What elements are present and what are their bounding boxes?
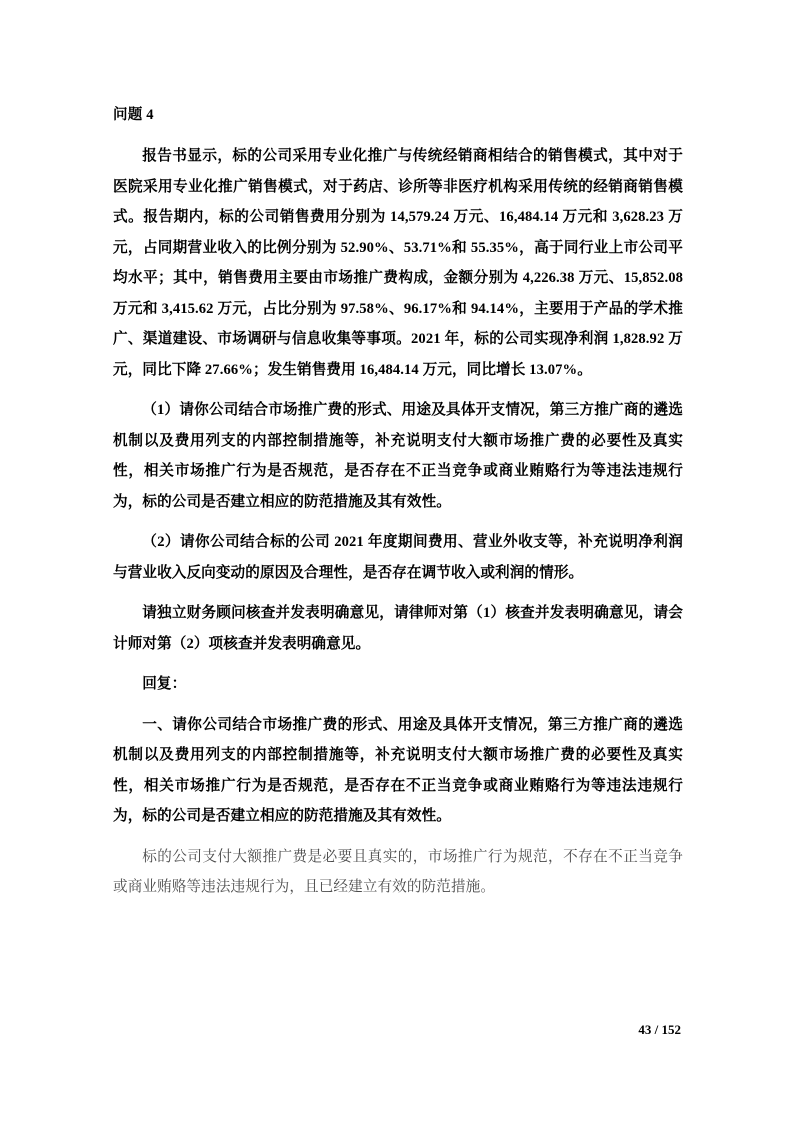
paragraph: 报告书显示，标的公司采用专业化推广与传统经销商相结合的销售模式，其中对于医院采用专业化推广销售模式，对于药店、诊所等非医疗机构采用传统的经销商销售模式。报告期内，标的公司销售费用分别为 14,579.24 万元、16,484.14 万元和 3,628.23 万元，占同期营业收入的比例分别为 52.90%、53.71%和 55.35%，高于同行业上市公司平均水平；其中，销售费用主要由市场推广费构成，金额分别为 4,226.38 万元、15,852.08 万元和 3,415.62 万元，占比分别为 97.58%、96.17%和 94.14%，主要用于产品的学术推广、渠道建设、市场调研与信息收集等事项。2021 年，标的公司实现净利润 1,828.92 万元，同比下降 27.66%；发生销售费用 16,484.14 万元，同比增长 13.07%。 <box>113 148 683 378</box>
document-body <box>113 104 683 905</box>
section-heading: 问题 4 <box>113 107 154 123</box>
paragraph: （2）请你公司结合标的公司 2021 年度期间费用、营业外收支等，补充说明净利润与营业收入反向变动的原因及合理性，是否存在调节收入或利润的情形。 <box>113 534 683 581</box>
paragraph: 一、请你公司结合市场推广费的形式、用途及具体开支情况，第三方推广商的遴选机制以及费用列支的内部控制措施等，补充说明支付大额市场推广费的必要性及真实性，相关市场推广行为是否规范，是否存在不正当竞争或商业贿赂行为等违法违规行为，标的公司是否建立相应的防范措施及其有效性。 <box>113 716 683 825</box>
page-number: 43 / 152 <box>638 1022 681 1037</box>
paragraph: 标的公司支付大额推广费是必要且真实的，市场推广行为规范，不存在不正当竞争或商业贿赂等违法违规行为，且已经建立有效的防范措施。 <box>113 848 683 896</box>
paragraph: （1）请你公司结合市场推广费的形式、用途及具体开支情况，第三方推广商的遴选机制以及费用列支的内部控制措施等，补充说明支付大额市场推广费的必要性及真实性，相关市场推广行为是否规范，是否存在不正当竞争或商业贿赂行为等违法违规行为，标的公司是否建立相应的防范措施及其有效性。 <box>113 402 683 510</box>
paragraph: 回复： <box>142 676 187 693</box>
paragraph: 请独立财务顾问核查并发表明确意见，请律师对第（1）核查并发表明确意见，请会计师对第（2）项核查并发表明确意见。 <box>113 605 683 652</box>
